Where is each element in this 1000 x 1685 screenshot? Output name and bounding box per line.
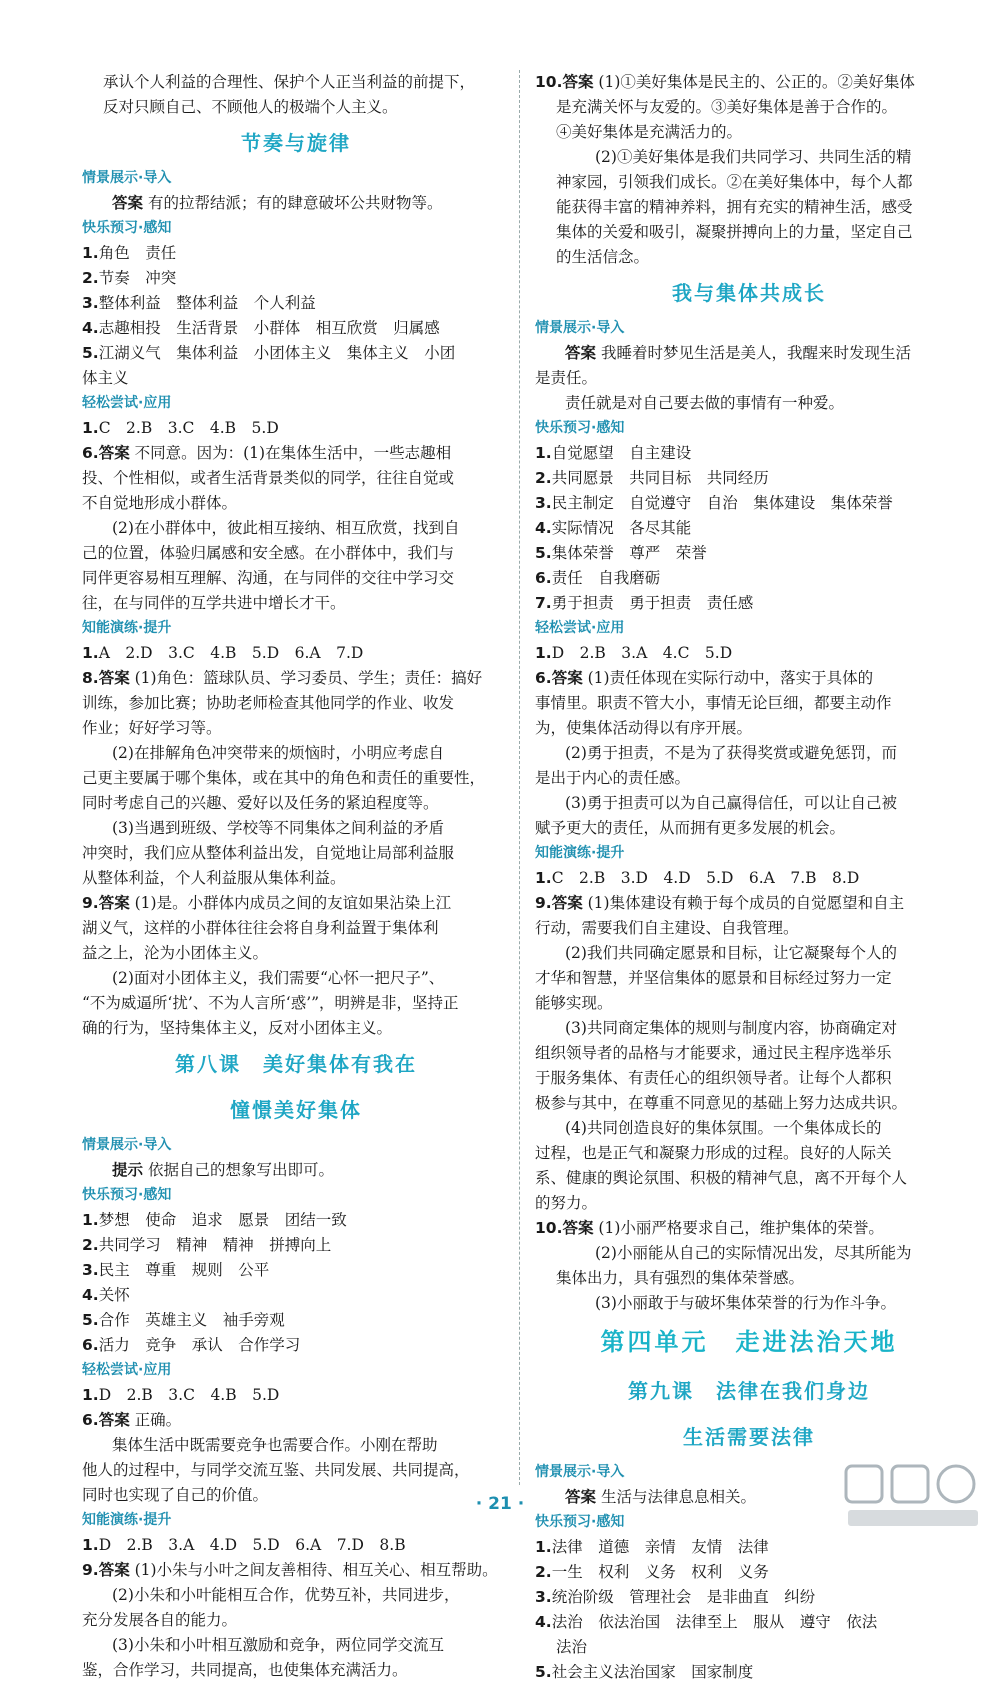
text-line xyxy=(535,691,963,716)
line-text: 不同意。因为：(1)在集体生活中，一些志趣相 xyxy=(129,444,452,462)
line-text: 有的拉帮结派；有的肆意破坏公共财物等。 xyxy=(143,194,443,212)
line-text: (3)小丽敢于与破坏集体荣誉的行为作斗争。 xyxy=(595,1294,896,1312)
column-divider xyxy=(519,70,520,1485)
text-line xyxy=(535,245,963,270)
section-label xyxy=(82,1133,510,1158)
answer-label: 答案 xyxy=(562,73,594,91)
question-number: 4. xyxy=(535,519,552,537)
question-number: 5. xyxy=(82,1311,99,1329)
question-number: 1. xyxy=(535,869,552,887)
line-text: 志趣相投 生活背景 小群体 相互欣赏 归属感 xyxy=(98,319,440,337)
text-line xyxy=(82,1233,510,1258)
line-text: 合作 英雄主义 袖手旁观 xyxy=(98,1311,285,1329)
answer-label: 答案 xyxy=(98,669,130,687)
text-line xyxy=(82,366,510,391)
line-text: 己的位置，体验归属感和安全感。在小群体中，我们与 xyxy=(82,544,455,562)
line-text: (3)共同商定集体的规则与制度内容，协商确定对 xyxy=(565,1019,897,1037)
text-line xyxy=(535,1610,963,1635)
line-text: 不自觉地形成小群体。 xyxy=(82,494,238,512)
text-line xyxy=(82,1633,510,1658)
line-text: (1)角色：篮球队员、学习委员、学生；责任：搞好 xyxy=(129,669,483,687)
line-text: 能够实现。 xyxy=(535,994,613,1012)
question-number: 8. xyxy=(82,669,99,687)
line-text: 社会主义法治国家 国家制度 xyxy=(551,1663,754,1681)
answer-label: 答案 xyxy=(98,1561,130,1579)
section-label xyxy=(82,216,510,241)
text-line xyxy=(535,366,963,391)
question-number: 1. xyxy=(82,1536,99,1554)
line-text: 第八课 美好集体有我在 xyxy=(175,1052,417,1076)
line-text: 实际情况 各尽其能 xyxy=(551,519,692,537)
right-column xyxy=(535,70,963,1685)
line-text: 第九课 法律在我们身边 xyxy=(628,1379,870,1403)
text-line xyxy=(535,391,963,416)
line-text: (2)①美好集体是我们共同学习、共同生活的精 xyxy=(595,148,912,166)
text-line xyxy=(82,441,510,466)
question-number: 1. xyxy=(535,644,552,662)
line-text: (3)小朱和小叶相互激励和竞争，两位同学交流互 xyxy=(112,1636,444,1654)
answer-label: 答案 xyxy=(565,1488,597,1506)
text-line xyxy=(535,1585,963,1610)
text-line xyxy=(82,491,510,516)
text-line xyxy=(82,866,510,891)
text-line xyxy=(82,791,510,816)
line-text: A 2.D 3.C 4.B 5.D 6.A 7.D xyxy=(98,644,364,662)
line-text: 法治 xyxy=(556,1638,588,1656)
text-line xyxy=(82,766,510,791)
question-number: 6. xyxy=(82,444,99,462)
line-text: 快乐预习·感知 xyxy=(535,420,625,436)
text-line xyxy=(82,1333,510,1358)
question-number: 3. xyxy=(82,1261,99,1279)
text-line xyxy=(82,966,510,991)
page-number: · 21 · xyxy=(475,1494,525,1514)
text-line xyxy=(535,1191,963,1216)
question-number: 2. xyxy=(535,469,552,487)
section-label xyxy=(535,616,963,641)
text-line xyxy=(82,70,510,95)
line-text: 鉴，合作学习，共同提高，也使集体充满活力。 xyxy=(82,1661,408,1679)
text-line xyxy=(535,1266,963,1291)
line-text: 过程，也是正气和凝聚力形成的过程。良好的人际关 xyxy=(535,1144,892,1162)
text-line xyxy=(82,191,510,216)
text-line xyxy=(535,95,963,120)
answer-label: 答案 xyxy=(98,894,130,912)
line-text: 整体利益 整体利益 个人利益 xyxy=(98,294,316,312)
line-text: 极参与其中，在尊重不同意见的基础上努力达成共识。 xyxy=(535,1094,908,1112)
text-line xyxy=(82,841,510,866)
line-text: D 2.B 3.C 4.B 5.D xyxy=(98,1386,280,1404)
question-number: 9. xyxy=(82,894,99,912)
section-label xyxy=(535,841,963,866)
answer-label: 答案 xyxy=(551,669,583,687)
lesson-title xyxy=(82,120,510,166)
question-number: 10. xyxy=(535,1219,563,1237)
line-text: “不为威逼所‘扰’、不为人言所‘惑’”，明辨是非，坚持正 xyxy=(82,994,459,1012)
question-number: 4. xyxy=(82,319,99,337)
text-line xyxy=(82,1433,510,1458)
text-line xyxy=(82,641,510,666)
text-line xyxy=(535,791,963,816)
line-text: 才华和智慧，并坚信集体的愿景和目标经过努力一定 xyxy=(535,969,892,987)
line-text: 民主 尊重 规则 公平 xyxy=(98,1261,270,1279)
line-text: 法律 道德 亲情 友情 法律 xyxy=(551,1538,769,1556)
question-number: 3. xyxy=(535,1588,552,1606)
text-line xyxy=(535,966,963,991)
line-text: 同伴更容易相互理解、沟通，在与同伴的交往中学习交 xyxy=(82,569,455,587)
line-text: 知能演练·提升 xyxy=(82,620,172,636)
text-line xyxy=(82,566,510,591)
question-number: 6. xyxy=(535,569,552,587)
line-text: (1)小朱与小叶之间友善相待、相互关心、相互帮助。 xyxy=(129,1561,498,1579)
line-text: 责任就是对自己要去做的事情有一种爱。 xyxy=(565,394,845,412)
lesson-title xyxy=(535,1368,963,1414)
text-line xyxy=(82,591,510,616)
line-text: 充分发展各自的能力。 xyxy=(82,1611,238,1629)
section-label xyxy=(82,1183,510,1208)
text-line xyxy=(82,716,510,741)
text-line xyxy=(82,1283,510,1308)
text-line xyxy=(82,516,510,541)
section-label xyxy=(82,166,510,191)
text-line xyxy=(82,816,510,841)
text-line xyxy=(535,1066,963,1091)
line-text: 系、健康的舆论氛围、积极的精神气息，离不开每个人 xyxy=(535,1169,908,1187)
line-text: ④美好集体是充满活力的。 xyxy=(556,123,743,141)
text-line xyxy=(82,1383,510,1408)
line-text: 情景展示·导入 xyxy=(535,1464,625,1480)
text-line xyxy=(82,1558,510,1583)
line-text: (1)是。小群体内成员之间的友谊如果沾染上江 xyxy=(129,894,452,912)
line-text: (1)责任体现在实际行动中，落实于具体的 xyxy=(582,669,874,687)
line-text: 正确。 xyxy=(129,1411,182,1429)
line-text: 轻松尝试·应用 xyxy=(82,395,172,411)
line-text: 湖义气，这样的小群体往往会将自身利益置于集体利 xyxy=(82,919,439,937)
text-line xyxy=(535,70,963,95)
question-number: 1. xyxy=(535,444,552,462)
line-text: 益之上，沦为小团体主义。 xyxy=(82,944,269,962)
line-text: 往，在与同伴的互学共进中增长才干。 xyxy=(82,594,346,612)
lesson-title xyxy=(535,1414,963,1460)
text-line xyxy=(535,941,963,966)
text-line xyxy=(82,691,510,716)
line-text: 情景展示·导入 xyxy=(82,170,172,186)
answer-label: 提示 xyxy=(112,1161,144,1179)
line-text: 江湖义气 集体利益 小团体主义 集体主义 小团 xyxy=(98,344,456,362)
text-line xyxy=(535,1116,963,1141)
line-text: 是责任。 xyxy=(535,369,598,387)
text-line xyxy=(535,516,963,541)
text-line xyxy=(535,1166,963,1191)
question-number: 3. xyxy=(535,494,552,512)
text-line xyxy=(82,1208,510,1233)
text-line xyxy=(82,316,510,341)
text-line xyxy=(535,1291,963,1316)
question-number: 6. xyxy=(535,669,552,687)
line-text: 反对只顾自己、不顾他人的极端个人主义。 xyxy=(103,98,398,116)
line-text: (2)在排解角色冲突带来的烦恼时，小明应考虑自 xyxy=(112,744,444,762)
text-line xyxy=(535,220,963,245)
text-line xyxy=(82,1308,510,1333)
line-text: 角色 责任 xyxy=(98,244,177,262)
lesson-title xyxy=(535,1316,963,1368)
line-text: 能获得丰富的精神养料，拥有充实的精神生活，感受 xyxy=(556,198,913,216)
text-line xyxy=(535,641,963,666)
question-number: 2. xyxy=(82,269,99,287)
line-text: 活力 竞争 承认 合作学习 xyxy=(98,1336,301,1354)
question-number: 1. xyxy=(82,1211,99,1229)
line-text: 为，使集体活动得以有序开展。 xyxy=(535,719,753,737)
line-text: 是充满关怀与友爱的。③美好集体是善于合作的。 xyxy=(556,98,898,116)
line-text: (2)小朱和小叶能相互合作，优势互补，共同进步， xyxy=(112,1586,460,1604)
line-text: 集体的关爱和吸引，凝聚拼搏向上的力量，坚定自己 xyxy=(556,223,913,241)
line-text: 知能演练·提升 xyxy=(82,1512,172,1528)
text-line xyxy=(535,1560,963,1585)
line-text: 快乐预习·感知 xyxy=(82,220,172,236)
line-text: (2)我们共同确定愿景和目标，让它凝聚每个人的 xyxy=(565,944,897,962)
line-text: 生活与法律息息相关。 xyxy=(596,1488,756,1506)
text-line xyxy=(535,1016,963,1041)
line-text: (2)面对小团体主义，我们需要“心怀一把尺子”、 xyxy=(112,969,445,987)
text-line xyxy=(535,491,963,516)
line-text: (2)小丽能从自己的实际情况出发，尽其所能为 xyxy=(595,1244,912,1262)
text-line xyxy=(82,741,510,766)
lesson-title xyxy=(535,270,963,316)
line-text: 我睡着时梦见生活是美人，我醒来时发现生活 xyxy=(596,344,911,362)
line-text: (2)在小群体中，彼此相互接纳、相互欣赏，找到自 xyxy=(112,519,460,537)
text-line xyxy=(535,341,963,366)
answer-label: 答案 xyxy=(551,894,583,912)
line-text: 事情里。职责不管大小，事情无论巨细，都要主动作 xyxy=(535,694,892,712)
text-line xyxy=(535,666,963,691)
line-text: 的生活信念。 xyxy=(556,248,650,266)
left-column xyxy=(82,70,510,1683)
text-line xyxy=(82,291,510,316)
line-text: 情景展示·导入 xyxy=(535,320,625,336)
text-line xyxy=(535,1141,963,1166)
section-label xyxy=(82,616,510,641)
line-text: 体主义 xyxy=(82,369,129,387)
question-number: 6. xyxy=(82,1411,99,1429)
text-line xyxy=(82,1533,510,1558)
question-number: 1. xyxy=(82,244,99,262)
text-line xyxy=(82,1608,510,1633)
question-number: 5. xyxy=(535,1663,552,1681)
section-label xyxy=(535,416,963,441)
question-number: 5. xyxy=(82,344,99,362)
line-text: 轻松尝试·应用 xyxy=(82,1362,172,1378)
line-text: D 2.B 3.A 4.C 5.D xyxy=(551,644,733,662)
text-line xyxy=(535,816,963,841)
answer-label: 答案 xyxy=(98,444,130,462)
text-line xyxy=(82,95,510,120)
text-line xyxy=(82,466,510,491)
question-number: 9. xyxy=(82,1561,99,1579)
text-line xyxy=(535,195,963,220)
line-text: 赋予更大的责任，从而拥有更多发展的机会。 xyxy=(535,819,846,837)
line-text: 依据自己的想象写出即可。 xyxy=(143,1161,334,1179)
line-text: 是出于内心的责任感。 xyxy=(535,769,691,787)
line-text: 己更主要属于哪个集体，或在其中的角色和责任的重要性， xyxy=(82,769,486,787)
line-text: 从整体利益，个人利益服从集体利益。 xyxy=(82,869,346,887)
line-text: 同时考虑自己的兴趣、爱好以及任务的紧迫程度等。 xyxy=(82,794,439,812)
line-text: (1)①美好集体是民主的、公正的。②美好集体 xyxy=(593,73,915,91)
line-text: 法治 依法治国 法律至上 服从 遵守 依法 xyxy=(551,1613,878,1631)
line-text: 民主制定 自觉遵守 自治 集体建设 集体荣誉 xyxy=(551,494,893,512)
text-line xyxy=(535,916,963,941)
text-line xyxy=(82,541,510,566)
line-text: (3)当遇到班级、学校等不同集体之间利益的矛盾 xyxy=(112,819,444,837)
section-label xyxy=(535,316,963,341)
question-number: 4. xyxy=(82,1286,99,1304)
line-text: 行动，需要我们自主建设、自我管理。 xyxy=(535,919,799,937)
text-line xyxy=(82,1408,510,1433)
line-text: 梦想 使命 追求 愿景 团结一致 xyxy=(98,1211,347,1229)
text-line xyxy=(82,1158,510,1183)
question-number: 1. xyxy=(535,1538,552,1556)
line-text: 节奏与旋律 xyxy=(241,131,351,155)
text-line xyxy=(82,916,510,941)
line-text: 训练，参加比赛；协助老师检查其他同学的作业、收发 xyxy=(82,694,455,712)
question-number: 7. xyxy=(535,594,552,612)
question-number: 2. xyxy=(535,1563,552,1581)
line-text: 勇于担责 勇于担责 责任感 xyxy=(551,594,754,612)
text-line xyxy=(535,1091,963,1116)
line-text: (4)共同创造良好的集体氛围。一个集体成长的 xyxy=(565,1119,882,1137)
question-number: 9. xyxy=(535,894,552,912)
line-text: 一生 权利 义务 权利 义务 xyxy=(551,1563,769,1581)
text-line xyxy=(82,241,510,266)
line-text: (3)勇于担责可以为自己赢得信任，可以让自己被 xyxy=(565,794,897,812)
answer-label: 答案 xyxy=(98,1411,130,1429)
line-text: 憧憬美好集体 xyxy=(230,1098,362,1122)
question-number: 10. xyxy=(535,73,563,91)
line-text: C 2.B 3.C 4.B 5.D xyxy=(98,419,279,437)
line-text: 承认个人利益的合理性、保护个人正当利益的前提下， xyxy=(103,73,476,91)
question-number: 5. xyxy=(535,544,552,562)
text-line xyxy=(535,145,963,170)
text-line xyxy=(535,1660,963,1685)
line-text: 作业；好好学习等。 xyxy=(82,719,222,737)
line-text: 情景展示·导入 xyxy=(82,1137,172,1153)
text-line xyxy=(535,1041,963,1066)
line-text: 统治阶级 管理社会 是非曲直 纠纷 xyxy=(551,1588,816,1606)
text-line xyxy=(82,891,510,916)
line-text: 集体出力，具有强烈的集体荣誉感。 xyxy=(556,1269,805,1287)
line-text: 组织领导者的品格与才能要求，通过民主程序选举乐 xyxy=(535,1044,892,1062)
line-text: 集体生活中既需要竞争也需要合作。小刚在帮助 xyxy=(112,1436,438,1454)
text-line xyxy=(535,991,963,1016)
line-text: (1)集体建设有赖于每个成员的自觉愿望和自主 xyxy=(582,894,905,912)
line-text: 共同愿景 共同目标 共同经历 xyxy=(551,469,769,487)
line-text: 的努力。 xyxy=(535,1194,598,1212)
line-text: 冲突时，我们应从整体利益出发，自觉地让局部利益服 xyxy=(82,844,455,862)
question-number: 1. xyxy=(82,419,99,437)
line-text: 集体荣誉 尊严 荣誉 xyxy=(551,544,707,562)
line-text: 共同学习 精神 精神 拼搏向上 xyxy=(98,1236,332,1254)
text-line xyxy=(82,666,510,691)
question-number: 3. xyxy=(82,294,99,312)
line-text: 第四单元 走进法治天地 xyxy=(600,1327,898,1356)
text-line xyxy=(535,120,963,145)
text-line xyxy=(535,591,963,616)
line-text: 关怀 xyxy=(98,1286,130,1304)
line-text: 投、个性相似，或者生活背景类似的同学，往往自觉或 xyxy=(82,469,455,487)
text-line xyxy=(82,1458,510,1483)
text-line xyxy=(535,566,963,591)
text-line xyxy=(82,266,510,291)
line-text: 他人的过程中，与同学交流互鉴、共同发展、共同提高， xyxy=(82,1461,470,1479)
line-text: 责任 自我磨砺 xyxy=(551,569,661,587)
text-line xyxy=(82,1258,510,1283)
question-number: 2. xyxy=(82,1236,99,1254)
text-line xyxy=(535,1216,963,1241)
question-number: 6. xyxy=(82,1336,99,1354)
line-text: (1)小丽严格要求自己，维护集体的荣誉。 xyxy=(593,1219,884,1237)
answer-label: 答案 xyxy=(565,344,597,362)
text-line xyxy=(535,541,963,566)
text-line xyxy=(535,466,963,491)
line-text: 轻松尝试·应用 xyxy=(535,620,625,636)
text-line xyxy=(82,1583,510,1608)
line-text: 快乐预习·感知 xyxy=(535,1514,625,1530)
line-text: 神家园，引领我们成长。②在美好集体中，每个人都 xyxy=(556,173,913,191)
question-number: 4. xyxy=(535,1613,552,1631)
text-line xyxy=(535,170,963,195)
text-line xyxy=(82,341,510,366)
lesson-title xyxy=(82,1041,510,1087)
text-line xyxy=(82,416,510,441)
text-line xyxy=(82,1658,510,1683)
text-line xyxy=(535,891,963,916)
text-line xyxy=(535,1535,963,1560)
text-line xyxy=(535,866,963,891)
section-label xyxy=(82,1358,510,1383)
line-text: D 2.B 3.A 4.D 5.D 6.A 7.D 8.B xyxy=(98,1536,406,1554)
text-line xyxy=(535,716,963,741)
text-line xyxy=(535,766,963,791)
line-text: 快乐预习·感知 xyxy=(82,1187,172,1203)
text-line xyxy=(82,1016,510,1041)
lesson-title xyxy=(82,1087,510,1133)
text-line xyxy=(82,991,510,1016)
line-text: 同时也实现了自己的价值。 xyxy=(82,1486,269,1504)
line-text: (2)勇于担责，不是为了获得奖赏或避免惩罚，而 xyxy=(565,744,897,762)
text-line xyxy=(535,1241,963,1266)
line-text: 生活需要法律 xyxy=(683,1425,815,1449)
line-text: 节奏 冲突 xyxy=(98,269,177,287)
question-number: 1. xyxy=(82,1386,99,1404)
line-text: 我与集体共成长 xyxy=(672,281,826,305)
watermark-logo xyxy=(844,1462,982,1530)
answer-label: 答案 xyxy=(562,1219,594,1237)
text-line xyxy=(535,741,963,766)
line-text: 确的行为，坚持集体主义，反对小团体主义。 xyxy=(82,1019,393,1037)
text-line xyxy=(535,1635,963,1660)
answer-label: 答案 xyxy=(112,194,144,212)
question-number: 1. xyxy=(82,644,99,662)
text-line xyxy=(82,941,510,966)
line-text: 于服务集体、有责任心的组织领导者。让每个人都积 xyxy=(535,1069,892,1087)
section-label xyxy=(82,391,510,416)
line-text: 知能演练·提升 xyxy=(535,845,625,861)
text-line xyxy=(535,441,963,466)
line-text: 自觉愿望 自主建设 xyxy=(551,444,692,462)
line-text: C 2.B 3.D 4.D 5.D 6.A 7.B 8.D xyxy=(551,869,860,887)
